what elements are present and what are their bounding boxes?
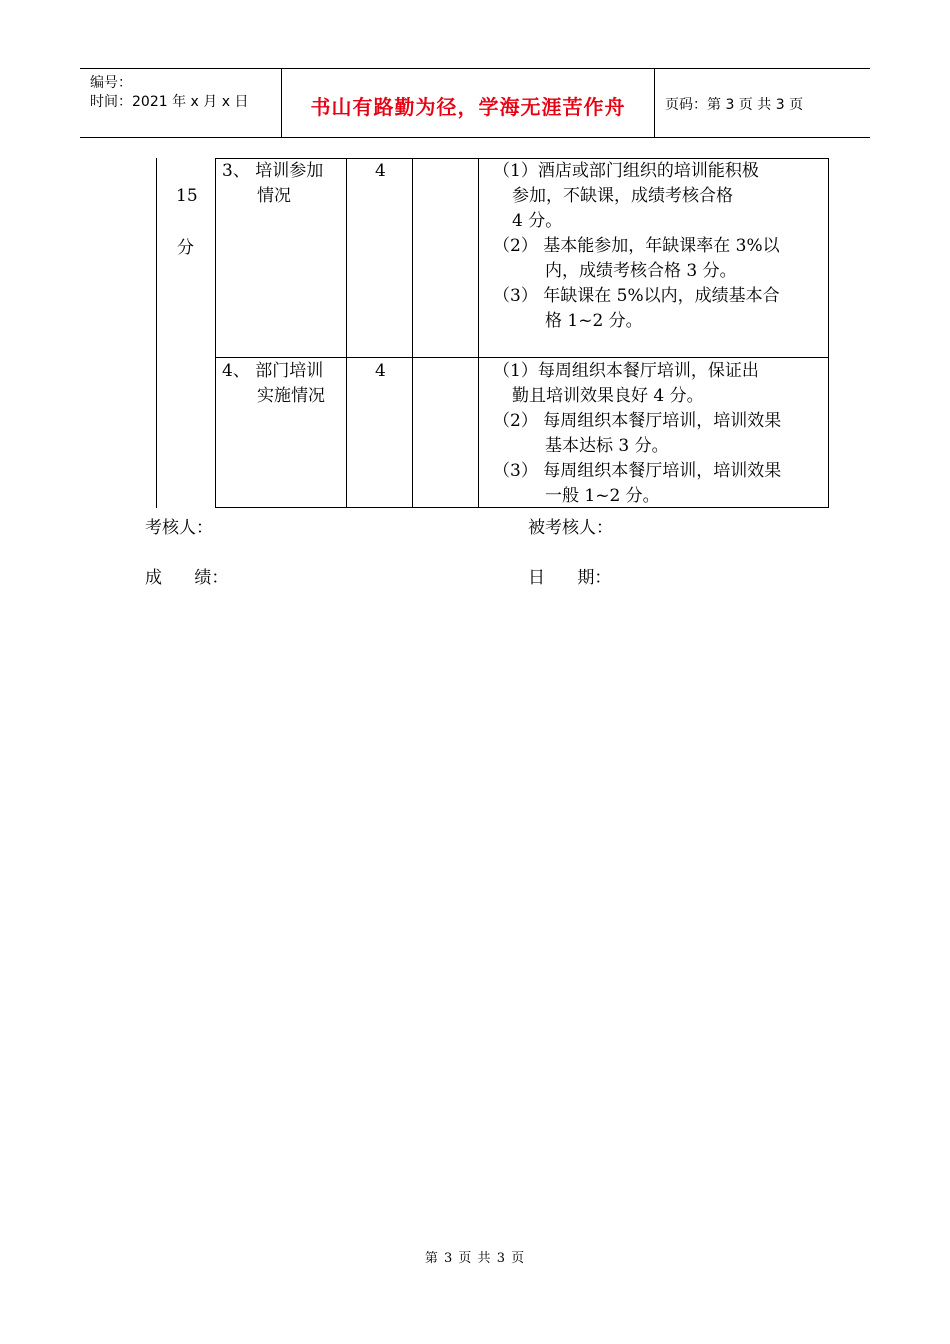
score-group-value: 15 xyxy=(176,186,198,206)
table-border-bottom xyxy=(215,507,829,508)
header-motto-cell xyxy=(282,69,655,137)
row1-criteria-line: 4 分。 xyxy=(512,211,563,231)
row2-criteria-line: 勤且培训效果良好 4 分。 xyxy=(512,386,704,406)
row1-criteria-line: （3） 年缺课在 5%以内，成绩基本合 xyxy=(493,286,780,306)
row1-criteria-line: （1）酒店或部门组织的培训能积极 xyxy=(493,161,759,181)
row1-item-line2: 情况 xyxy=(257,186,291,206)
row2-criteria-line: （1）每周组织本餐厅培训，保证出 xyxy=(493,361,759,381)
table-border-right xyxy=(828,158,829,508)
assessee-label: 被考核人： xyxy=(528,518,613,538)
table-divider xyxy=(478,158,479,508)
row1-item-line1: 3、 培训参加 xyxy=(222,161,324,181)
assessment-table xyxy=(156,158,829,508)
header-page-cell xyxy=(655,69,870,137)
table-divider xyxy=(215,158,216,508)
row2-item-line2: 实施情况 xyxy=(257,386,325,406)
row1-criteria-line: 内，成绩考核合格 3 分。 xyxy=(545,261,737,281)
row1-points: 4 xyxy=(375,161,386,181)
table-border-left xyxy=(156,158,157,508)
time-label: 时间：2021 年 x 月 x 日 xyxy=(90,94,249,110)
row2-item-line1: 4、 部门培训 xyxy=(222,361,324,381)
date-label: 日 期： xyxy=(528,568,612,588)
row2-criteria-line: （2） 每周组织本餐厅培训，培训效果 xyxy=(493,411,782,431)
motto: 书山有路勤为径，学海无涯苦作舟 xyxy=(310,95,626,119)
row1-criteria-line: 参加，不缺课，成绩考核合格 xyxy=(512,186,733,206)
table-row-divider xyxy=(215,357,829,358)
page-header xyxy=(80,68,870,138)
row2-criteria-line: （3） 每周组织本餐厅培训，培训效果 xyxy=(493,461,782,481)
page-footer: 第 3 页 共 3 页 xyxy=(424,1251,526,1266)
assessor-label: 考核人： xyxy=(145,518,213,538)
table-divider xyxy=(346,158,347,508)
table-divider xyxy=(412,158,413,508)
page-info: 页码：第 3 页 共 3 页 xyxy=(665,97,804,113)
row2-points: 4 xyxy=(375,361,386,381)
number-label: 编号： xyxy=(90,75,132,91)
header-info xyxy=(80,69,282,137)
row1-criteria-line: 格 1~2 分。 xyxy=(545,311,643,331)
score-group-unit: 分 xyxy=(177,238,194,258)
row2-criteria-line: 基本达标 3 分。 xyxy=(545,436,669,456)
row2-criteria-line: 一般 1~2 分。 xyxy=(545,486,660,506)
row1-criteria-line: （2） 基本能参加，年缺课率在 3%以 xyxy=(493,236,780,256)
score-label: 成 绩： xyxy=(145,568,229,588)
